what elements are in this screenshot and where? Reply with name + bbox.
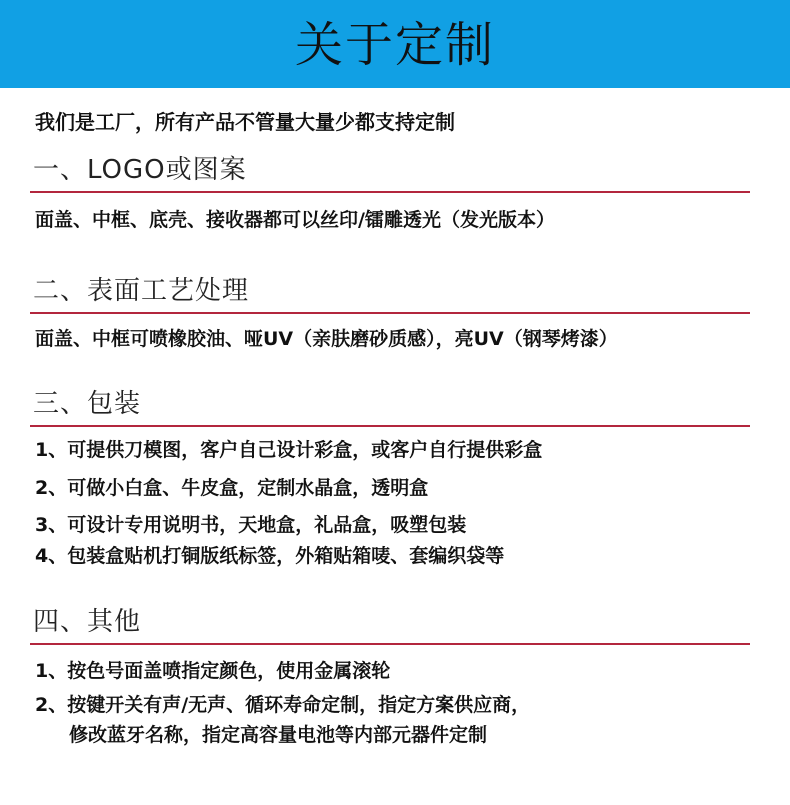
list-item-continuation: 修改蓝牙名称，指定高容量电池等内部元器件定制 [69, 724, 488, 746]
section-divider [30, 643, 750, 645]
section-divider [30, 312, 750, 314]
list-item: 面盖、中框、底壳、接收器都可以丝印/镭雕透光（发光版本） [35, 209, 555, 231]
intro-text: 我们是工厂，所有产品不管量大量少都支持定制 [35, 110, 455, 134]
page-title: 关于定制 [294, 17, 495, 73]
section-heading-surface: 二、表面工艺处理 [33, 276, 250, 306]
list-item: 2、可做小白盒、牛皮盒，定制水晶盒，透明盒 [35, 477, 429, 499]
list-item: 1、可提供刀模图，客户自己设计彩盒，或客户自行提供彩盒 [35, 439, 543, 461]
list-item: 3、可设计专用说明书，天地盒，礼品盒，吸塑包装 [35, 514, 467, 536]
list-item: 面盖、中框可喷橡胶油、哑UV（亲肤磨砂质感），亮UV（钢琴烤漆） [35, 328, 618, 350]
list-item: 2、按键开关有声/无声、循环寿命定制，指定方案供应商， [35, 694, 531, 716]
section-heading-logo: 一、LOGO或图案 [33, 155, 247, 185]
section-heading-packaging: 三、包装 [33, 389, 142, 419]
section-divider [30, 425, 750, 427]
list-item: 1、按色号面盖喷指定颜色，使用金属滚轮 [35, 660, 391, 682]
list-item: 4、包装盒贴机打铜版纸标签，外箱贴箱唛、套编织袋等 [35, 545, 505, 567]
section-divider [30, 191, 750, 193]
section-heading-other: 四、其他 [33, 607, 142, 637]
